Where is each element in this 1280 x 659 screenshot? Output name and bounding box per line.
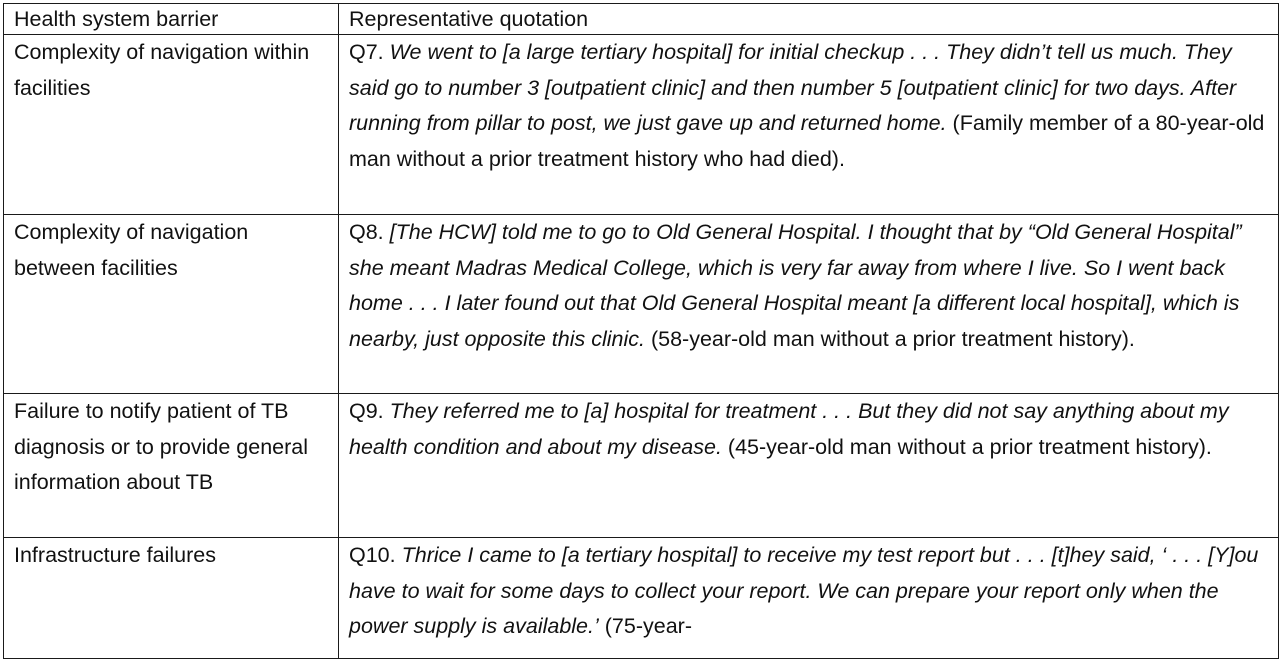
quote-source: (75-year- bbox=[604, 614, 692, 638]
quote-text: [The HCW] told me to go to Old General Hospital. I thought that by “Old General Hospital” she meant Madras Medical College, which is very far away from where I live. So I went back home . . . I later found out that Old General Hospital meant [a different local hospital], which is nearby, just opposite this clinic. bbox=[349, 220, 1242, 351]
quote-text: Thrice I came to [a tertiary hospital] to receive my test report but . . . [t]hey said, ‘ . . . [Y]ou have to wait for some days to collect your report. We can prepare your report only when the power supply is available.’ bbox=[349, 543, 1259, 638]
quote-text: They referred me to [a] hospital for treatment . . . But they did not say anything about my health condition and about my disease. bbox=[349, 399, 1229, 459]
quotation-cell bbox=[339, 215, 1279, 394]
barrier-quotation-table bbox=[3, 3, 1279, 659]
barrier-cell: Infrastructure failures bbox=[4, 538, 339, 659]
barrier-cell: Complexity of navigation between facilities bbox=[4, 215, 339, 394]
quotation-cell bbox=[339, 538, 1279, 659]
quotation-cell bbox=[339, 35, 1279, 215]
quote-source: (58-year-old man without a prior treatment history). bbox=[650, 326, 1135, 351]
table-row bbox=[4, 35, 1279, 215]
header-barrier: Health system barrier bbox=[4, 4, 339, 35]
quote-id: Q10. bbox=[349, 543, 396, 567]
table-row bbox=[4, 215, 1279, 394]
header-quotation: Representative quotation bbox=[339, 4, 1279, 35]
quotation-cell bbox=[339, 394, 1279, 538]
table-row bbox=[4, 538, 1279, 659]
quote-id: Q7. bbox=[349, 40, 384, 64]
barrier-cell: Complexity of navigation within facilities bbox=[4, 35, 339, 215]
quote-id: Q9. bbox=[349, 399, 384, 423]
barrier-cell: Failure to notify patient of TB diagnosis or to provide general information about TB bbox=[4, 394, 339, 538]
table-row bbox=[4, 394, 1279, 538]
quote-text: We went to [a large tertiary hospital] for initial checkup . . . They didn’t tell us much. They said go to number 3 [outpatient clinic] and then number 5 [outpatient clinic] for two days. After running from pillar to post, we just gave up and returned home. bbox=[349, 40, 1237, 135]
quote-source: (Family member of a 80-year-old man without a prior treatment history who had died). bbox=[349, 111, 1265, 171]
quote-source: (45-year-old man without a prior treatment history). bbox=[727, 434, 1212, 459]
quote-id: Q8. bbox=[349, 220, 384, 244]
table-header-row bbox=[4, 4, 1279, 35]
